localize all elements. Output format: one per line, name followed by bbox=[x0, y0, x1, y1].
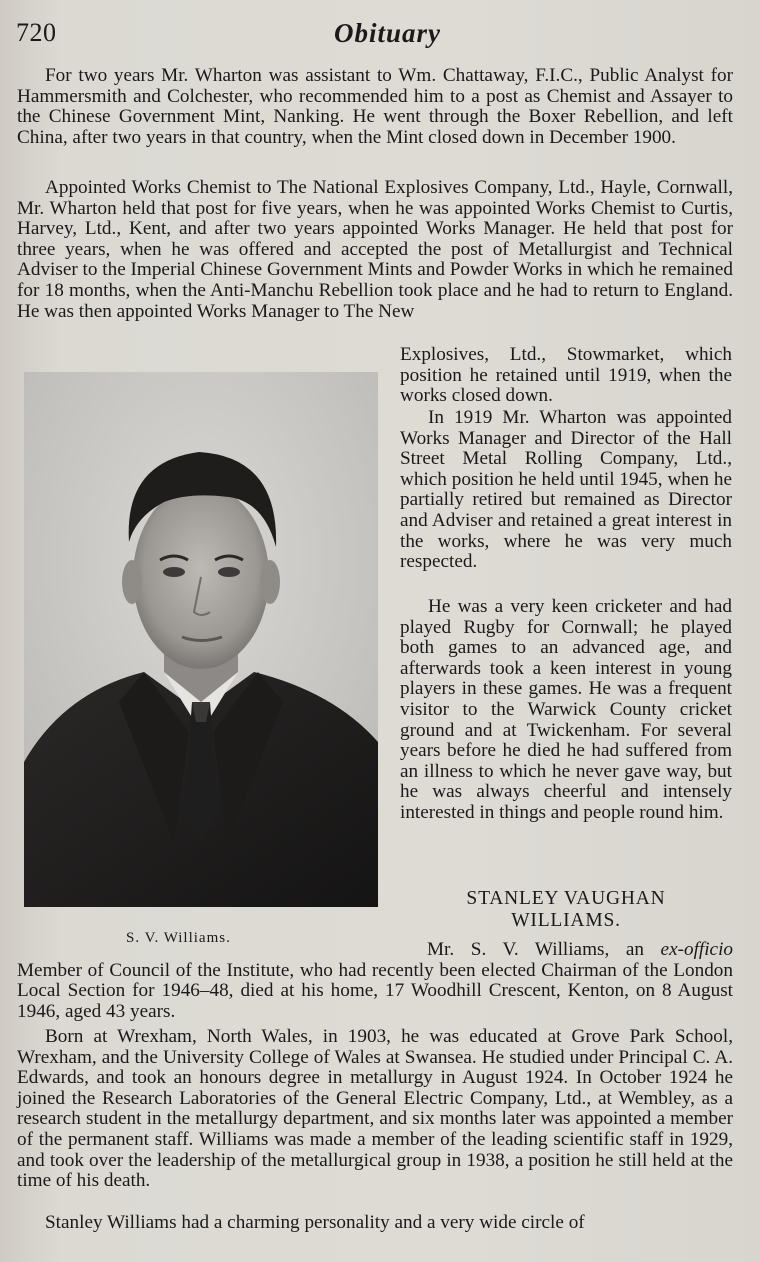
section-heading-line-2: WILLIAMS. bbox=[511, 910, 621, 931]
paragraph-wharton-cricket: He was a very keen cricketer and had played Rugby for Cornwall; he played both games to an advanced age, and afterwards took a keen interest in young players in these games. He was a frequent visitor to the Warwick County cricket ground and at Twickenham. For several years before he died he had suffered from an illness to which he never gave way, but he was always cheerful and intensely interested in things and people round him. bbox=[400, 596, 732, 823]
paragraph-williams-career: Born at Wrexham, North Wales, in 1903, he was educated at Grove Park School, Wrexham, and the University College of Wales at Swansea. He studied under Principal C. A. Edwards, and took an honours degree in metallurgy in August 1924. In October 1924 he joined the Research Laboratories of the General Electric Company, Ltd., at Wembley, as a research student in the metallurgy department, and six months later was appointed a member of the permanent staff. Williams was made a member of the leading scientific staff in 1929, and took over the leadership of the metallurgical group in 1938, a position he still held at the time of his death. bbox=[17, 1026, 733, 1192]
paragraph-wharton-stowmarket: Explosives, Ltd., Stowmarket, which position he retained until 1919, when the works closed down. bbox=[400, 344, 732, 407]
running-head: Obituary bbox=[334, 18, 442, 48]
portrait-photo bbox=[24, 372, 378, 907]
page-number: 720 bbox=[16, 18, 57, 47]
paragraph-wharton-china: For two years Mr. Wharton was assistant to Wm. Chattaway, F.I.C., Public Analyst for Hammersmith and Colchester, who recommended him to a post as Chemist and Assayer to the Chinese Government Mint, Nanking. He went through the Boxer Rebellion, and left China, after two years in that country, when the Mint closed down in December 1900. bbox=[17, 65, 733, 148]
ex-officio-italic: ex-officio bbox=[660, 939, 733, 960]
section-heading-line-1: STANLEY VAUGHAN bbox=[466, 888, 666, 909]
portrait-image bbox=[24, 372, 378, 907]
paragraph-wharton-director: In 1919 Mr. Wharton was appointed Works Manager and Director of the Hall Street Metal Rolling Company, Ltd., which position he held until 1945, when he partially retired but remained as Director and Adviser and retained a great interest in the works, where he was very much respected. bbox=[400, 407, 732, 573]
page-header bbox=[16, 18, 740, 54]
paragraph-williams-death-rest: Member of Council of the Institute, who had recently been elected Chairman of the London Local Section for 1946–48, died at his home, 17 Woodhill Crescent, Kenton, on 8 August 1946, aged 43 years. bbox=[17, 959, 733, 1022]
photo-caption: S. V. Williams. bbox=[126, 930, 231, 946]
paragraph-williams-death-start: Mr. S. V. Williams, an bbox=[427, 939, 661, 960]
paragraph-wharton-works: Appointed Works Chemist to The National Explosives Company, Ltd., Hayle, Cornwall, Mr. Wharton held that post for five years, when he was appointed Works Chemist to Curtis, Harvey, Ltd., Kent, and after two years appointed Works Manager. He held that post for three years, when he was offered and accepted the post of Metallurgist and Technical Adviser to the Imperial Chinese Government Mints and Powder Works in which he remained for 18 months, when the Anti-Manchu Rebellion took place and he had to return to England. He was then appointed Works Manager to The New bbox=[17, 177, 733, 322]
paragraph-williams-personality: Stanley Williams had a charming personality and a very wide circle of bbox=[45, 1212, 585, 1233]
paragraph-williams-death bbox=[17, 940, 733, 1022]
